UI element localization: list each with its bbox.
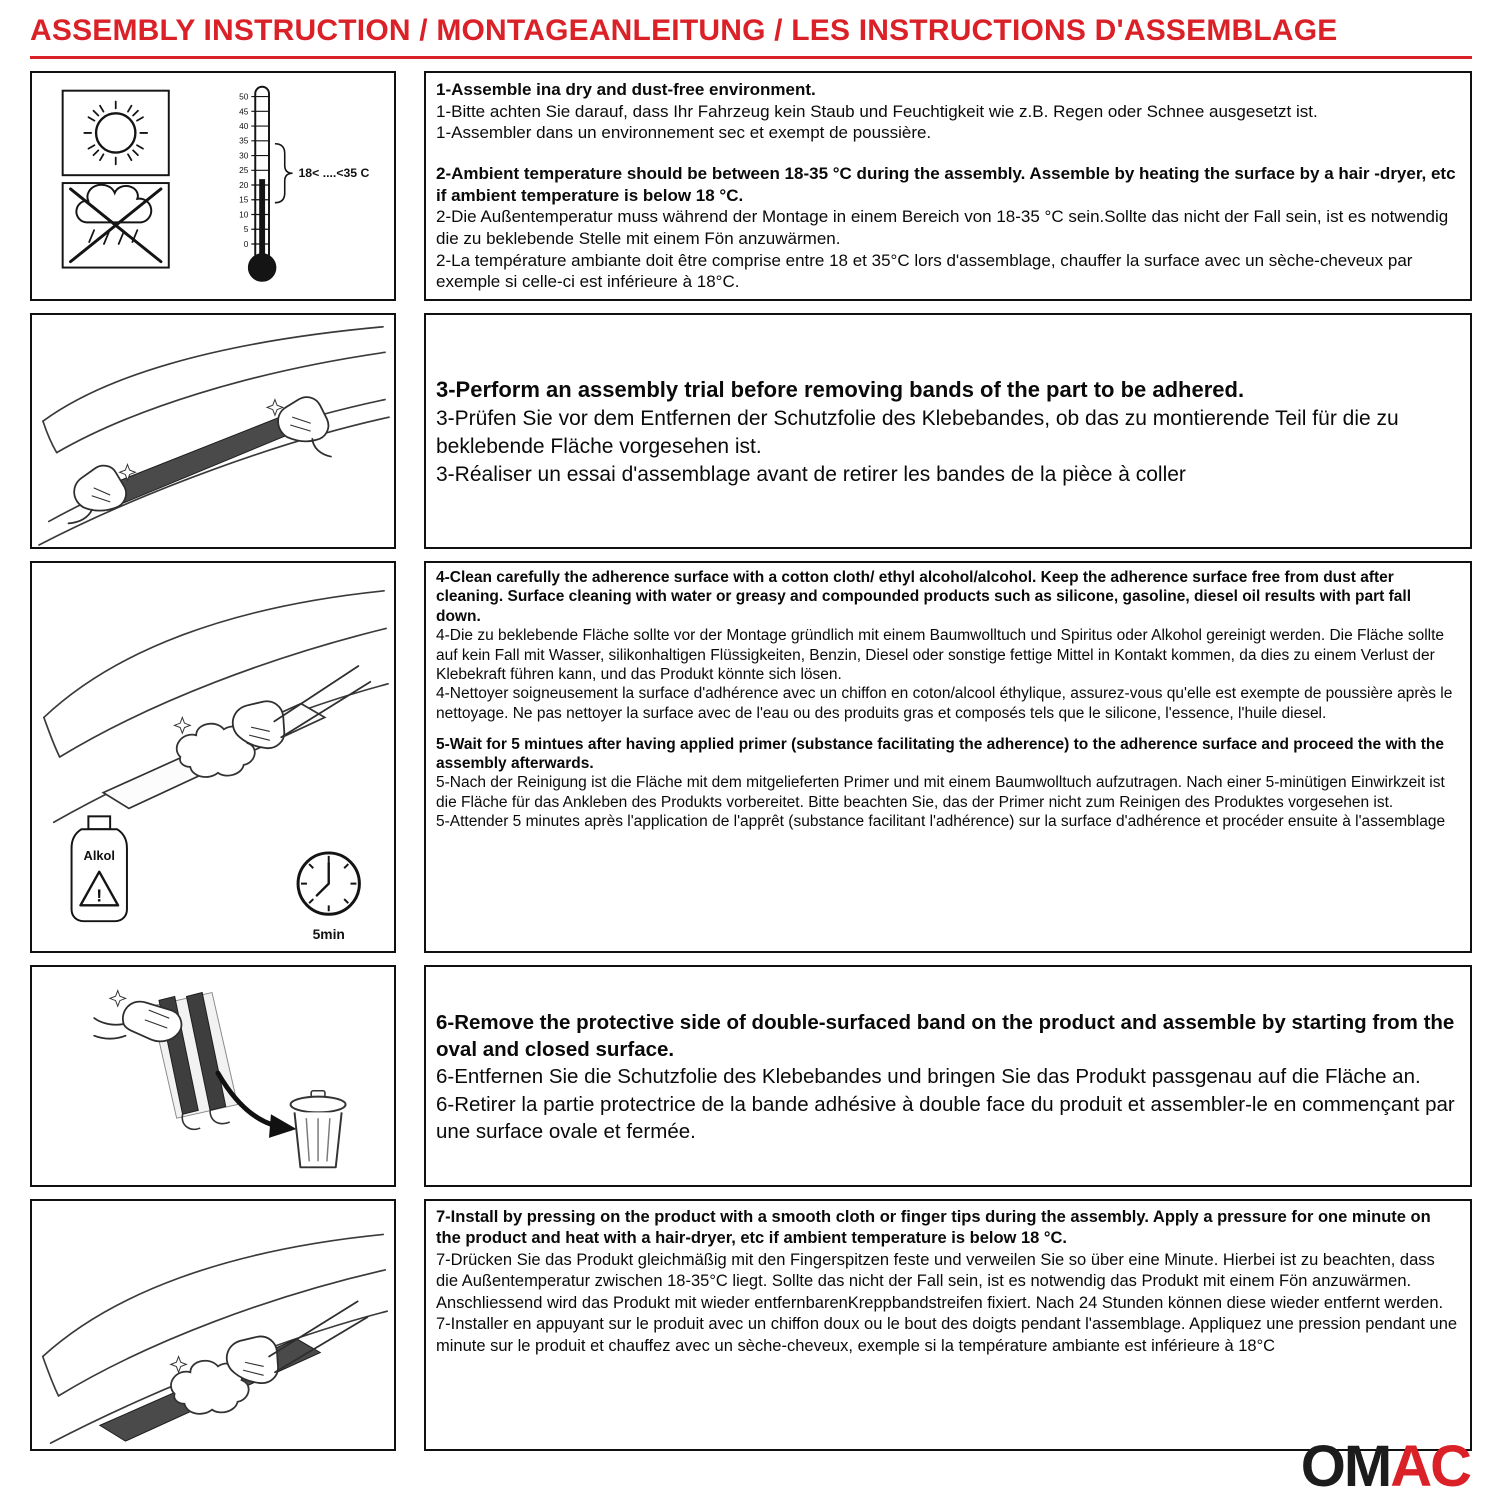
- warning-mark: !: [96, 885, 103, 906]
- clock-label: 5min: [312, 925, 345, 942]
- instruction-6-de: 6-Entfernen Sie die Schutzfolie des Klebebandes und bringen Sie das Produkt passgenau auf die Fläche an.: [436, 1065, 1421, 1089]
- instruction-2-en: 2-Ambient temperature should be between 18-35 °C during the assembly. Assemble by heating the surface by a hair -dryer, etc if ambient temperature is below 18 °C.: [436, 164, 1456, 205]
- section-press-install: [30, 1199, 1472, 1451]
- section-remove-band: [30, 965, 1472, 1187]
- left-hand-icon: [68, 466, 126, 524]
- assembly-trial-illustration: [30, 313, 396, 549]
- omac-logo: [1300, 1434, 1470, 1499]
- temperature-range-label: 18< ....<35 C: [298, 166, 370, 181]
- instruction-2-fr: 2-La température ambiante doit être comprise entre 18 et 35°C lors d'assemblage, chauffer la surface avec un sèche-cheveux par exemple si celle-ci est inférieure à 18°C.: [436, 250, 1413, 292]
- instruction-4-fr: 4-Nettoyer soigneusement la surface d'adhérence avec un chiffon en coton/alcool éthylique, assurez-vous qu'elle est exempte de poussière après le nettoyage. Ne pas nettoyer la surface avec de l'eau ou des produits gras et composés tels que le silicone, l'essence, l'huile diesel.: [436, 685, 1453, 722]
- omac-logo-red-part: AC: [1390, 1434, 1470, 1499]
- instruction-1-en: 1-Assemble ina dry and dust-free environment.: [436, 80, 816, 99]
- instruction-5-fr: 5-Attender 5 minutes après l'application de l'apprêt (substance facilitant l'adhérence) sur la surface d'adhérence et procéder ensuite à l'assemblage: [436, 813, 1446, 831]
- instructions-1-2: [424, 71, 1472, 301]
- no-rain-icon: [63, 183, 169, 268]
- remove-band-illustration: [30, 965, 396, 1187]
- assembly-trial-svg: [32, 315, 394, 547]
- instruction-4-de: 4-Die zu beklebende Fläche sollte vor der Montage gründlich mit einem Baumwolltuch und Spiritus oder Alkohol gereinigt werden. Die Fläche sollte auf kein Fall mit Wasser, silikonhaltigen Flüssigkeiten, Benzin, Diesel oder sonstige fettige Mittel in Kontakt kommen, da dies zu einem Verlust der Klebekraft führen kann, und das Produkt könnte sich lösen.: [436, 627, 1445, 683]
- right-hand-icon: [278, 397, 331, 456]
- environment-illustration: [30, 71, 396, 301]
- instructions-6: [424, 965, 1472, 1187]
- instruction-6-en: 6-Remove the protective side of double-surfaced band on the product and assemble by starting from the oval and closed surface.: [436, 1010, 1455, 1062]
- instruction-3-en: 3-Perform an assembly trial before removing bands of the part to be adhered.: [436, 377, 1245, 403]
- clean-illustration-svg: [32, 563, 394, 951]
- section-clean-primer: [30, 561, 1472, 953]
- sparkle-icon: [171, 1356, 187, 1372]
- environment-illustration-svg: [32, 73, 394, 299]
- page-title: ASSEMBLY INSTRUCTION / MONTAGEANLEITUNG / LES INSTRUCTIONS D'ASSEMBLAGE: [30, 14, 1338, 47]
- tick-label: 25: [239, 165, 249, 176]
- sun-icon: [63, 91, 169, 176]
- tick-label: 35: [239, 135, 249, 146]
- header: [30, 14, 1472, 59]
- instruction-1-fr: 1-Assembler dans un environnement sec et exempt de poussière.: [436, 123, 932, 143]
- title-divider: [30, 56, 1472, 59]
- trash-can-icon: [291, 1091, 346, 1168]
- door-sill-sketch: [44, 591, 388, 822]
- bottle-label: Alkol: [83, 847, 115, 863]
- instruction-3-de: 3-Prüfen Sie vor dem Entfernen der Schutzfolie des Klebebandes, ob das zu montierende Teil für die zu beklebende Fläche vorgesehen ist.: [436, 406, 1399, 458]
- tick-label: 5: [243, 224, 249, 235]
- instruction-1-de: 1-Bitte achten Sie darauf, dass Ihr Fahrzeug kein Staub und Feuchtigkeit wie z.B. Regen oder Schnee ausgesetzt ist.: [436, 101, 1318, 121]
- clean-illustration: [30, 561, 396, 953]
- section-assembly-trial: [30, 313, 1472, 549]
- instruction-5-de: 5-Nach der Reinigung ist die Fläche mit dem mitgelieferten Primer und mit einem Baumwolltuch aufzutragen. Nach einer 5-minütigen Einwirkzeit ist die Fläche für das Ankleben des Produkts vorbereitet. Bitte beachten Sie, das der Primer nicht zum Reinigen des Produktes vorgesehen ist.: [436, 774, 1445, 811]
- remove-band-svg: [32, 967, 394, 1185]
- instruction-3-fr: 3-Réaliser un essai d'assemblage avant de retirer les bandes de la pièce à coller: [436, 462, 1186, 486]
- tick-label: 40: [239, 121, 249, 132]
- alcohol-bottle-icon: [72, 816, 127, 921]
- omac-logo-black-part: OM: [1300, 1434, 1391, 1499]
- instruction-7-en: 7-Install by pressing on the product with a smooth cloth or finger tips during the assembly. Apply a pressure for one minute on the product and heat with a hair-dryer, etc if ambient temperature is below 18 °C.: [436, 1208, 1431, 1248]
- section-environment-temperature: [30, 71, 1472, 301]
- tick-label: 0: [243, 238, 249, 249]
- instruction-7-de: 7-Drücken Sie das Produkt gleichmäßig mit den Fingerspitzen feste und verweilen Sie so über eine Minute. Hierbei ist zu beachten, dass die Außentemperatur zwischen 18-35°C liegt. Sollte das nicht der Fall sein, ist es notwendig das Produkt mit einem Fön anzuwärmen. Anschliessend wird das Produkt mit wieder entfernbarenKreppbandstreifen fixiert. Nach 24 Stunden können diese wieder entfernt werden.: [436, 1250, 1444, 1312]
- instruction-2-de: 2-Die Außentemperatur muss während der Montage in einem Bereich von 18-35 °C sein.Sollte das nicht der Fall sein, ist es notwendig die zu beklebende Stelle mit einem Fön anzuwärmen.: [436, 207, 1449, 249]
- press-install-illustration: [30, 1199, 396, 1451]
- tick-label: 50: [239, 91, 249, 102]
- tick-label: 15: [239, 194, 249, 205]
- sparkle-icon: [110, 991, 126, 1007]
- instructions-7: [424, 1199, 1472, 1451]
- tick-label: 30: [239, 150, 249, 161]
- brace-icon: [275, 144, 293, 203]
- tick-label: 10: [239, 209, 249, 220]
- instructions-3: [424, 313, 1472, 549]
- tick-label: 45: [239, 106, 249, 117]
- press-install-svg: [32, 1201, 394, 1449]
- tick-label: 20: [239, 179, 249, 190]
- sparkle-icon: [174, 717, 190, 733]
- instruction-6-fr: 6-Retirer la partie protectrice de la bande adhésive à double face du produit et assembler-le en commençant par une surface ovale et fermée.: [436, 1092, 1455, 1143]
- instruction-5-en: 5-Wait for 5 mintues after having applied primer (substance facilitating the adherence) to the adherence surface and proceed the with the assembly afterwards.: [436, 735, 1444, 772]
- clock-icon: [298, 853, 359, 942]
- instructions-4-5: [424, 561, 1472, 953]
- instruction-7-fr: 7-Installer en appuyant sur le produit avec un chiffon doux ou le bout des doigts pendant l'assemblage. Appliquez une pression pendant une minute sur le produit et chauffez avec un sèche-cheveux, exemple si la température ambiante est inférieure à 18°C: [436, 1315, 1458, 1355]
- thermometer-icon: [239, 87, 369, 282]
- instruction-4-en: 4-Clean carefully the adherence surface with a cotton cloth/ ethyl alcohol/alcohol. Keep the adherence surface free from dust after cleaning. Surface cleaning with water or greasy and compounded products such as silicone, gasoline, diesel oil results with part fall down.: [436, 569, 1412, 625]
